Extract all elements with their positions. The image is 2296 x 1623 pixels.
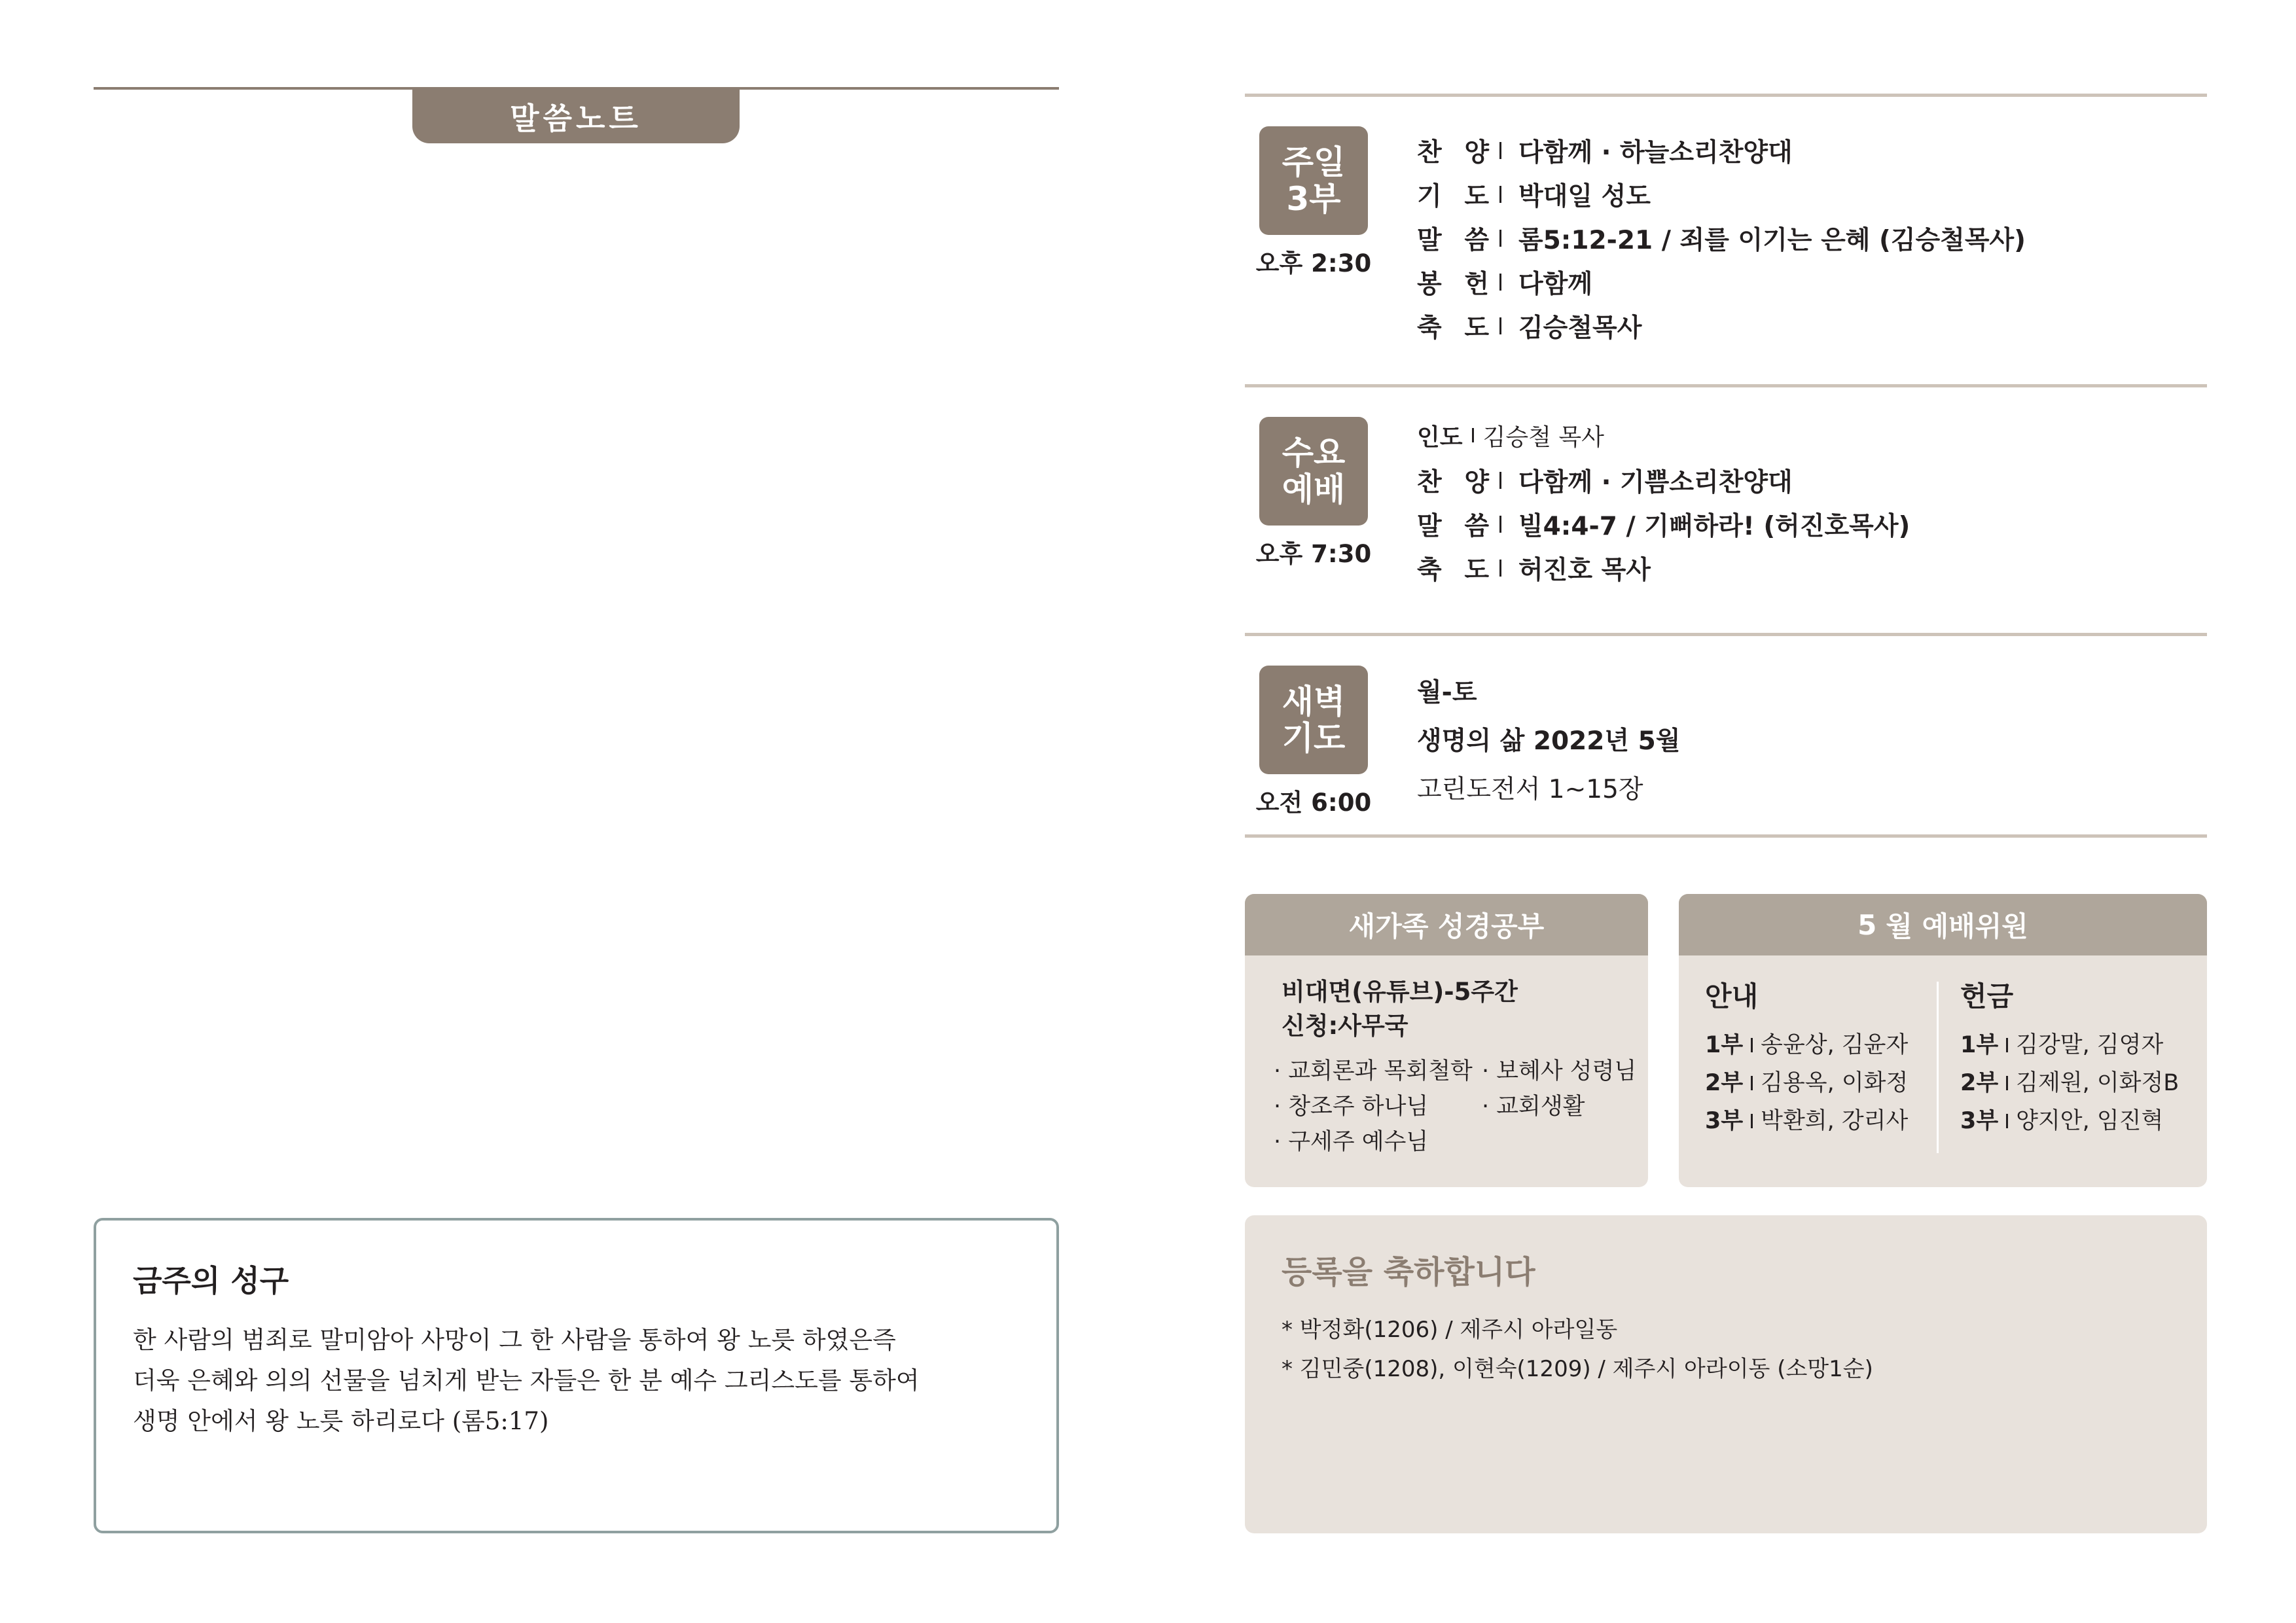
guide-head: 안내	[1705, 980, 1759, 1012]
study-format: 비대면(유튜브)-5주간	[1282, 978, 1518, 1006]
guide-row: 2부 김용옥, 이화정	[1705, 1070, 1909, 1096]
row-value: 다함께	[1518, 269, 1593, 299]
verse-line: 생명 안에서 왕 노릇 하리로다 (롬5:17)	[133, 1407, 549, 1435]
separator	[1499, 560, 1501, 577]
separator	[1499, 516, 1501, 533]
leader-value: 김승철 목사	[1482, 423, 1604, 451]
row-label: 축 도	[1417, 555, 1489, 585]
weekly-verse-box	[94, 1218, 1059, 1533]
study-card-body	[1245, 955, 1648, 1160]
study-topic: · 구세주 예수님	[1274, 1129, 1429, 1155]
leader-row	[1417, 412, 1910, 458]
study-topic: · 교회론과 목회철학	[1274, 1058, 1473, 1084]
registration-entry: * 김민중(1208), 이현숙(1209) / 제주시 아라이동 (소망1순)	[1282, 1356, 1873, 1382]
service-row	[1417, 172, 2026, 216]
wednesday-service-order	[1417, 412, 1910, 590]
guide-row: 1부 송윤상, 김윤자	[1705, 1032, 1909, 1058]
committee-card-title	[1679, 894, 2207, 955]
study-topics	[1274, 1054, 1648, 1160]
row-value: 허진호 목사	[1518, 555, 1651, 585]
service-row	[1417, 260, 2026, 304]
separator	[1499, 317, 1501, 334]
registration-card	[1245, 1215, 2207, 1533]
dawn-prayer-badge	[1259, 666, 1368, 774]
guide-row: 3부 박환희, 강리사	[1705, 1108, 1909, 1134]
separator	[1499, 186, 1501, 203]
offering-row: 1부 김강말, 김영자	[1960, 1032, 2164, 1058]
row-label: 말 씀	[1417, 225, 1489, 255]
study-topic: · 보혜사 성령님	[1482, 1058, 1637, 1084]
separator	[1472, 428, 1474, 442]
committee-card-body	[1679, 955, 2207, 1187]
service-row	[1417, 128, 2026, 172]
dawn-book: 생명의 삶 2022년 5월	[1417, 726, 1681, 756]
committee-month: 5	[1857, 908, 1877, 941]
service-row	[1417, 502, 1910, 546]
column-divider	[1937, 982, 1939, 1153]
divider	[1245, 834, 2207, 838]
row-label: 봉 헌	[1417, 269, 1489, 299]
divider	[1245, 633, 2207, 636]
verse-line: 더욱 은혜와 의의 선물을 넘치게 받는 자들은 한 분 예수 그리스도를 통하여	[133, 1366, 920, 1395]
row-value: 다함께 · 하늘소리찬양대	[1518, 137, 1793, 168]
sunday-service-time: 오후 2:30	[1255, 249, 1372, 277]
offering-row: 3부 양지안, 임진혁	[1960, 1108, 2164, 1134]
divider	[1245, 384, 2207, 387]
badge-line: 3부	[1286, 180, 1341, 218]
verse-line: 한 사람의 범죄로 말미암아 사망이 그 한 사람을 통하여 왕 노릇 하였은즉	[133, 1326, 896, 1354]
badge-line: 수요	[1282, 434, 1346, 472]
row-value: 박대일 성도	[1518, 181, 1651, 211]
dawn-prayer-info	[1417, 666, 1680, 812]
offering-row: 2부 김제원, 이화정B	[1960, 1070, 2179, 1096]
service-row	[1417, 216, 2026, 260]
registration-title: 등록을 축하합니다	[1282, 1254, 1535, 1291]
row-value: 김승철목사	[1518, 313, 1642, 343]
committee-title-text: 월 예배위원	[1886, 910, 2028, 942]
separator	[1499, 142, 1501, 159]
worship-committee-card	[1679, 894, 2207, 1187]
badge-line: 새벽	[1282, 683, 1346, 721]
separator	[1499, 274, 1501, 291]
row-label: 말 씀	[1417, 511, 1489, 541]
row-label: 기 도	[1417, 181, 1489, 211]
dawn-passage: 고린도전서 1~15장	[1417, 775, 1643, 804]
guide-column	[1705, 975, 1908, 1140]
offering-head: 헌금	[1960, 980, 2014, 1012]
row-value: 빌4:4-7 / 기뻐하라! (허진호목사)	[1518, 511, 1910, 541]
badge-line: 예배	[1282, 471, 1346, 508]
row-value: 다함께 · 기쁨소리찬양대	[1518, 467, 1793, 497]
service-row	[1417, 304, 2026, 348]
study-topic: · 교회생활	[1482, 1094, 1585, 1120]
offering-column	[1960, 975, 2179, 1140]
verse-title: 금주의 성구	[133, 1263, 289, 1298]
study-card-title: 새가족 성경공부	[1245, 894, 1648, 955]
wednesday-service-badge	[1259, 417, 1368, 526]
row-label: 축 도	[1417, 313, 1489, 343]
row-label: 찬 양	[1417, 137, 1489, 168]
note-title: 말씀노트	[412, 90, 740, 143]
dawn-days: 월-토	[1417, 678, 1477, 707]
study-topic: · 창조주 하나님	[1274, 1094, 1429, 1120]
new-family-study-card	[1245, 894, 1648, 1187]
wednesday-service-time: 오후 7:30	[1255, 540, 1372, 568]
study-apply: 신청:사무국	[1282, 1012, 1408, 1040]
separator	[1499, 230, 1501, 247]
divider	[1245, 94, 2207, 97]
service-row	[1417, 458, 1910, 502]
separator	[1499, 472, 1501, 489]
row-label: 찬 양	[1417, 467, 1489, 497]
row-value: 롬5:12-21 / 죄를 이기는 은혜 (김승철목사)	[1518, 225, 2026, 255]
registration-entry: * 박정화(1206) / 제주시 아라일동	[1282, 1317, 1618, 1343]
sunday-service-order	[1417, 128, 2026, 348]
badge-line: 주일	[1282, 143, 1346, 181]
sunday-service-badge	[1259, 126, 1368, 235]
leader-label: 인도	[1417, 423, 1463, 451]
badge-line: 기도	[1282, 719, 1346, 757]
dawn-prayer-time: 오전 6:00	[1255, 789, 1372, 817]
service-row	[1417, 546, 1910, 590]
